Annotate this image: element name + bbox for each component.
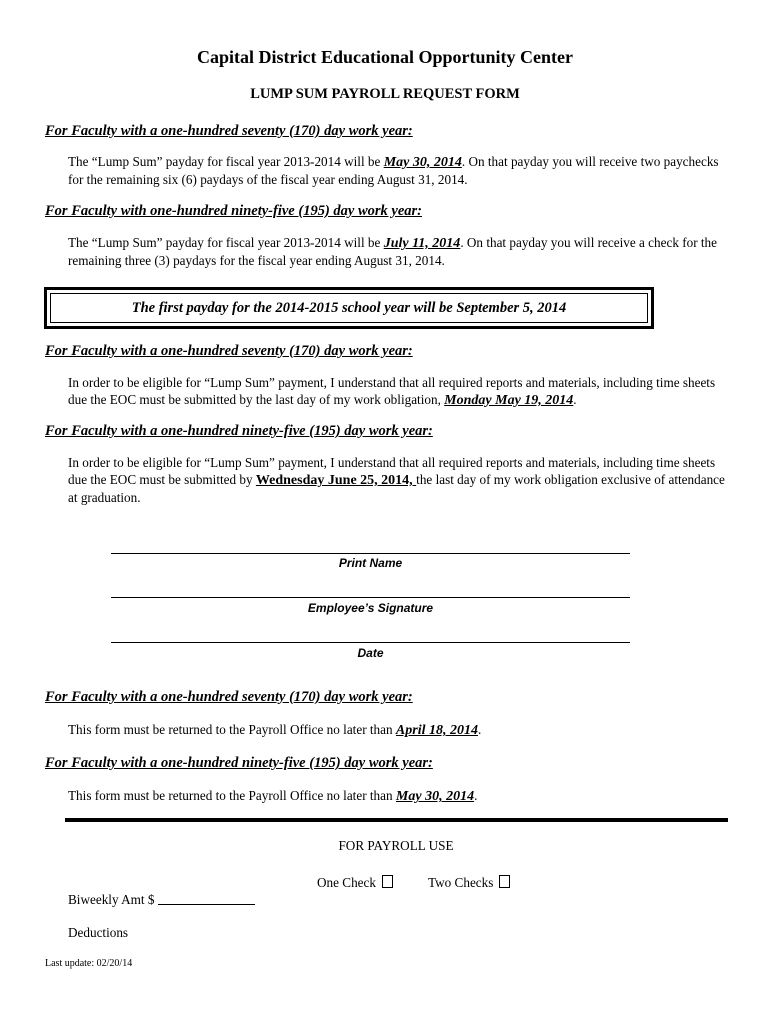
return-date: May 30, 2014	[395, 789, 475, 804]
paragraph-text: .	[477, 722, 482, 737]
eligibility-heading-195: For Faculty with a one-hundred ninety-five (195) day work year:	[45, 423, 433, 439]
deadline-date: Monday May 19, 2014	[444, 393, 574, 408]
signature-label: Employee’s Signature	[307, 601, 434, 615]
paragraph-text: .	[474, 788, 478, 803]
lump-sum-paragraph-170	[68, 153, 733, 188]
return-paragraph-170	[68, 721, 733, 739]
date-label: Date	[357, 646, 384, 660]
biweekly-label: Biweekly Amt $	[68, 892, 155, 907]
return-heading-170: For Faculty with a one-hundred seventy (170) day work year:	[45, 689, 413, 705]
one-check-label: One Check	[317, 875, 376, 890]
section-heading-195: For Faculty with one-hundred ninety-five (195) day work year:	[45, 203, 422, 219]
notice-text: The first payday for the 2014-2015 school year will be September 5, 2014	[50, 293, 648, 323]
paragraph-text: the last day of my work obligation exclusive of attendance at graduation.	[68, 472, 725, 505]
two-checks-checkbox[interactable]	[499, 875, 510, 888]
lump-sum-date: July 11, 2014	[383, 236, 461, 251]
paragraph-text: .	[573, 392, 577, 407]
paragraph-text: The “Lump Sum” payday for fiscal year 2013-2014 will be	[68, 154, 384, 169]
paragraph-text: . On that payday you will receive a check for the remaining three (3) paydays for the fiscal year ending August 31, 2014.	[68, 235, 717, 268]
lump-sum-date: May 30, 2014	[383, 155, 462, 170]
paragraph-text: The “Lump Sum” payday for fiscal year 2013-2014 will be	[68, 235, 384, 250]
return-heading-195: For Faculty with a one-hundred ninety-five (195) day work year:	[45, 755, 433, 771]
paragraph-text: This form must be returned to the Payroll Office no later than	[68, 788, 396, 803]
date-line[interactable]	[111, 642, 630, 643]
payroll-use-title: FOR PAYROLL USE	[338, 838, 454, 853]
print-name-line[interactable]	[111, 553, 630, 554]
section-divider	[65, 818, 728, 822]
one-check-checkbox[interactable]	[382, 875, 393, 888]
deadline-date: Wednesday June 25, 2014,	[255, 473, 417, 488]
two-checks-option	[428, 875, 510, 891]
signature-line[interactable]	[111, 597, 630, 598]
two-checks-label: Two Checks	[428, 875, 494, 890]
biweekly-amount-row	[68, 892, 255, 908]
eligibility-paragraph-170	[68, 374, 733, 409]
lump-sum-paragraph-195	[68, 234, 733, 269]
paragraph-text: . On that payday you will receive two paychecks for the remaining six (6) paydays of the fiscal year ending August 31, 2014.	[68, 154, 719, 187]
return-paragraph-195	[68, 787, 733, 805]
form-subtitle: LUMP SUM PAYROLL REQUEST FORM	[250, 86, 520, 102]
print-name-label: Print Name	[338, 556, 403, 570]
return-date: April 18, 2014	[395, 723, 478, 738]
eligibility-heading-170: For Faculty with a one-hundred seventy (170) day work year:	[45, 343, 413, 359]
eligibility-paragraph-195	[68, 454, 733, 506]
deductions-label: Deductions	[68, 925, 129, 940]
section-heading-170: For Faculty with a one-hundred seventy (170) day work year:	[45, 123, 413, 139]
last-update: Last update: 02/20/14	[45, 958, 133, 969]
first-payday-notice	[44, 287, 654, 329]
biweekly-amount-field[interactable]	[158, 892, 255, 905]
page-title: Capital District Educational Opportunity Center	[197, 47, 573, 67]
paragraph-text: This form must be returned to the Payroll Office no later than	[68, 722, 396, 737]
paragraph-text: In order to be eligible for “Lump Sum” payment, I understand that all required reports and materials, including time sheets due the EOC must be submitted by the last day of my work obligation,	[68, 375, 716, 407]
paragraph-text: In order to be eligible for “Lump Sum” payment, I understand that all required reports and materials, including time sheets due the EOC must be submitted by	[68, 455, 716, 487]
one-check-option	[317, 875, 393, 891]
